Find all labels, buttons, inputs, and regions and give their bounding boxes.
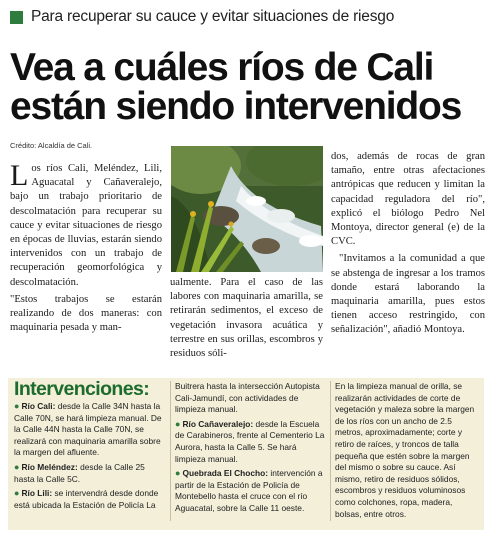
bullet-icon: ● — [175, 418, 181, 429]
article-paragraph-3: "Invitamos a la comunidad a que se abstenga de ingresar a los tramos donde estará laborando la maquinaria amarilla, pues estos tienen acceso restringido, con señalización", añadió Montoya. — [331, 253, 485, 336]
article-paragraph-1: os ríos Cali, Meléndez, Lili, Aguacatal y Cañaveralejo, bajo un trabajo prioritario de descolmatación para recuperar su cauce y evitar situaciones de riesgo en épocas de lluvias, estarán siendo intervenidos con un trabajo de recuperación geomorfológica y descolmatación. — [10, 163, 162, 288]
kicker-text: Para recuperar su cauce y evitar situaciones de riesgo — [31, 8, 395, 25]
section-kicker — [10, 8, 394, 26]
interventions-column-1 — [14, 401, 166, 514]
list-item: ● Río Lili: se intervendrá desde donde está ubicada la Estación de Policía La — [14, 488, 159, 510]
list-item: ● Río Cali: desde la Calle 34N hasta la Calle 70N, se hará limpieza manual. De la Calle 44N hasta la Calle 70N, se realizará con maquinaria amarilla sobre la margen del afluente. — [14, 401, 162, 458]
bullet-icon: ● — [175, 468, 181, 479]
river-photo — [171, 146, 323, 272]
drop-cap: L — [10, 159, 29, 192]
column-divider — [170, 381, 171, 521]
article-paragraph-2b: ualmente. Para el caso de las labores con maquinaria amarilla, se retirarán sedimentos, el exceso de vegetación invasora acuática y terrestre en sus orillas, escombros y residuos sóli- — [170, 277, 323, 360]
list-item-continuation: Buitrera hasta la intersección Autopista Cali-Jamundí, con actividades de limpieza manual. — [175, 381, 320, 415]
interventions-title: Intervenciones: — [14, 378, 150, 400]
interventions-column-2 — [175, 381, 327, 518]
article-column-3 — [331, 150, 485, 341]
headline-line-1: Vea a cuáles ríos de Cali — [10, 46, 434, 89]
article-column-1 — [10, 159, 162, 338]
column-divider — [330, 381, 331, 521]
bullet-icon: ● — [14, 461, 20, 472]
bullet-icon: ● — [14, 488, 20, 499]
interventions-column-3 — [335, 381, 479, 523]
headline-line-2: están siendo intervenidos — [10, 85, 462, 128]
bullet-icon: ● — [14, 401, 20, 411]
headline — [10, 48, 486, 126]
list-item: ● Río Cañaveralejo: desde la Escuela de Carabineros, frente al Cementerio La Aurora, hasta la Calle 5. Se hará limpieza manual. — [175, 418, 325, 464]
article-paragraph-2c: dos, además de rocas de gran tamaño, entre otras afectaciones antrópicas que reducen y limitan la capacidad reguladora del río", explicó el biólogo Pedro Nel Montoya, director general (e) de la CVC. — [331, 151, 485, 248]
river-photo-image — [171, 146, 323, 272]
photo-credit: Crédito: Alcaldía de Cali. — [10, 141, 93, 150]
article-paragraph-2a: "Estos trabajos se estarán realizando de dos maneras: con maquinaria pesada y man- — [10, 293, 162, 334]
list-item: ● Quebrada El Chocho: intervención a partir de la Estación de Policía de Montebello hasta el cruce con el río Aguacatal, sobre la Calle 11 oeste. — [175, 468, 323, 513]
kicker-square-icon — [10, 11, 23, 24]
article-column-2 — [170, 276, 323, 364]
manual-cleaning-note: En la limpieza manual de orilla, se realizarán actividades de corte de vegetación y maleza sobre la margen de los ríos con un ancho de 2.5 metros, aproximadamente; corte y retiro de raíces, y troncos de talla pequeña que estén sobre la margen del mismo o sobre su cauce. Así mismo, retiro de residuos sólidos, escombros y residuos voluminosos como colchones, ropa, madera, bolsas, entre otros. — [335, 381, 475, 519]
list-item: ● Río Meléndez: desde la Calle 25 hasta la Calle 5C. — [14, 461, 145, 484]
